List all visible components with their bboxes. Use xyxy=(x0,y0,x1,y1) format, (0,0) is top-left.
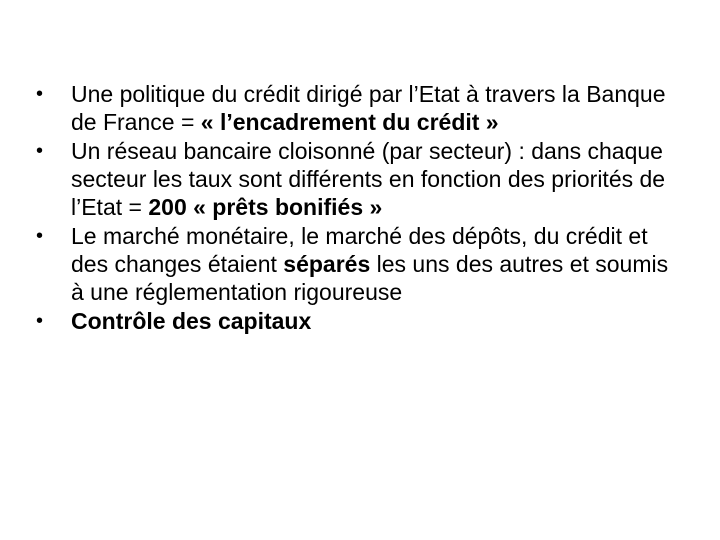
bullet-icon: • xyxy=(36,83,44,105)
bullet-emphasis: Contrôle des capitaux xyxy=(71,308,312,334)
bullet-text: Un réseau bancaire cloisonné (par secteur) : dans chaque secteur les taux sont différents en fonction des priorités de l’Etat = xyxy=(71,138,666,220)
bullet-text-continued: les uns des autres et soumis à une réglementation rigoureuse xyxy=(71,251,669,305)
bullet-text: Une politique du crédit dirigé par l’Etat à travers la Banque de France = xyxy=(71,81,666,135)
bullet-item-capital-control xyxy=(36,307,686,335)
bullet-text: Le marché monétaire, le marché des dépôts, du crédit et des changes étaient xyxy=(71,223,648,277)
bullet-icon: • xyxy=(36,225,44,247)
bullet-item-credit-policy xyxy=(36,80,686,136)
bullet-list xyxy=(36,80,686,336)
bullet-icon: • xyxy=(36,310,44,332)
bullet-item-separated-markets xyxy=(36,222,686,306)
bullet-emphasis: « l’encadrement du crédit » xyxy=(200,109,499,135)
bullet-emphasis: séparés xyxy=(283,251,371,277)
bullet-icon: • xyxy=(36,140,44,162)
bullet-item-banking-network xyxy=(36,137,686,221)
bullet-emphasis: 200 « prêts bonifiés » xyxy=(148,194,383,220)
